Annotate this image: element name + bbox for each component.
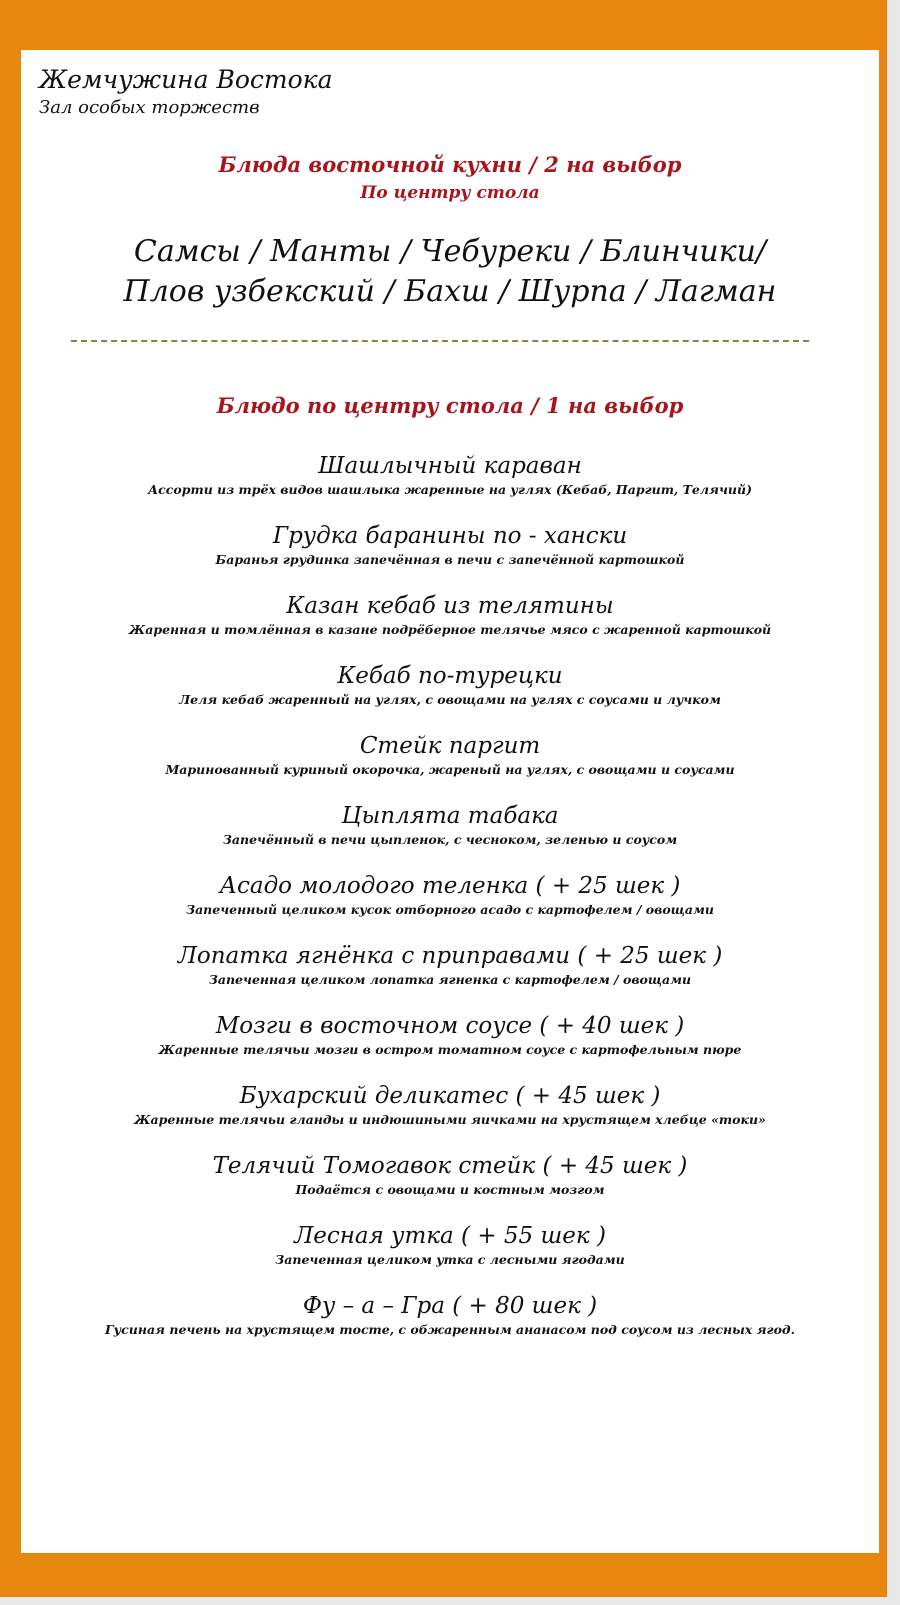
dish-name: Асадо молодого теленка ( + 25 шек ) [219,873,681,899]
dish-item [21,1078,879,1148]
dish-description: Жаренные телячьи гланды и индюшиными яичками на хрустящем хлебце «токи» [134,1112,766,1127]
dashed-divider [71,340,809,342]
main-section-title: Блюдо по центру стола / 1 на выбор [216,393,684,418]
dish-item [21,1288,879,1358]
dish-name: Лесная утка ( + 55 шек ) [294,1223,606,1249]
dish-name: Цыплята табака [341,803,559,829]
dish-description: Маринованный куриный окорочка, жареный на углях, с овощами и соусами [165,762,735,777]
eastern-dishes [21,232,879,312]
dish-description: Жаренные телячьи мозги в остром томатном соусе с картофельным пюре [158,1042,742,1057]
dish-name: Шашлычный караван [318,453,582,479]
eastern-dishes-line: Самсы / Манты / Чебуреки / Блинчики/ [133,234,767,269]
dish-name: Мозги в восточном соусе ( + 40 шек ) [215,1013,685,1039]
hall-name: Зал особых торжеств [39,97,260,118]
eastern-section-title: Блюда восточной кухни / 2 на выбор [218,152,682,177]
dish-item [21,448,879,518]
dish-item [21,658,879,728]
dish-item [21,1218,879,1288]
dish-item [21,728,879,798]
dish-item [21,588,879,658]
dish-name: Фу – а – Гра ( + 80 шек ) [302,1293,598,1319]
dish-description: Гусиная печень на хрустящем тосте, с обжаренным ананасом под соусом из лесных ягод. [105,1322,795,1337]
restaurant-name: Жемчужина Востока [39,65,333,94]
dish-name: Казан кебаб из телятины [286,593,614,619]
dish-name: Стейк паргит [359,733,541,759]
dish-description: Запеченная целиком лопатка ягненка с картофелем / овощами [208,972,692,987]
dish-list [21,448,879,1358]
dish-name: Телячий Томогавок стейк ( + 45 шек ) [212,1153,688,1179]
dish-item [21,798,879,868]
dish-description: Леля кебаб жаренный на углях, с овощами на углях с соусами и лучком [179,692,721,707]
dish-description: Жаренная и томлённая в казане подрёберное телячье мясо с жаренной картошкой [128,622,772,637]
dish-description: Ассорти из трёх видов шашлыка жаренные на углях (Кебаб, Паргит, Телячий) [147,482,753,497]
dish-description: Баранья грудинка запечённая в печи с запечённой картошкой [215,552,685,567]
eastern-dishes-line: Плов узбекский / Бахш / Шурпа / Лагман [123,274,777,309]
dish-description: Запеченная целиком утка с лесными ягодами [275,1252,625,1267]
dish-item [21,1148,879,1218]
dish-description: Запечённый в печи цыпленок, с чесноком, зеленью и соусом [222,832,678,847]
dish-item [21,1008,879,1078]
dish-description: Запеченный целиком кусок отборного асадо с картофелем / овощами [186,902,714,917]
dish-description: Подаётся с овощами и костным мозгом [295,1182,605,1197]
dish-name: Бухарский деликатес ( + 45 шек ) [239,1083,661,1109]
dish-item [21,518,879,588]
eastern-section-subtitle: По центру стола [360,183,540,203]
dish-name: Лопатка ягнёнка с приправами ( + 25 шек ) [177,943,723,969]
menu-sheet [21,50,879,1553]
dish-item [21,938,879,1008]
dish-name: Грудка баранины по - хански [272,523,628,549]
dish-name: Кебаб по-турецки [337,663,563,689]
brand-block [39,64,333,120]
dish-item [21,868,879,938]
